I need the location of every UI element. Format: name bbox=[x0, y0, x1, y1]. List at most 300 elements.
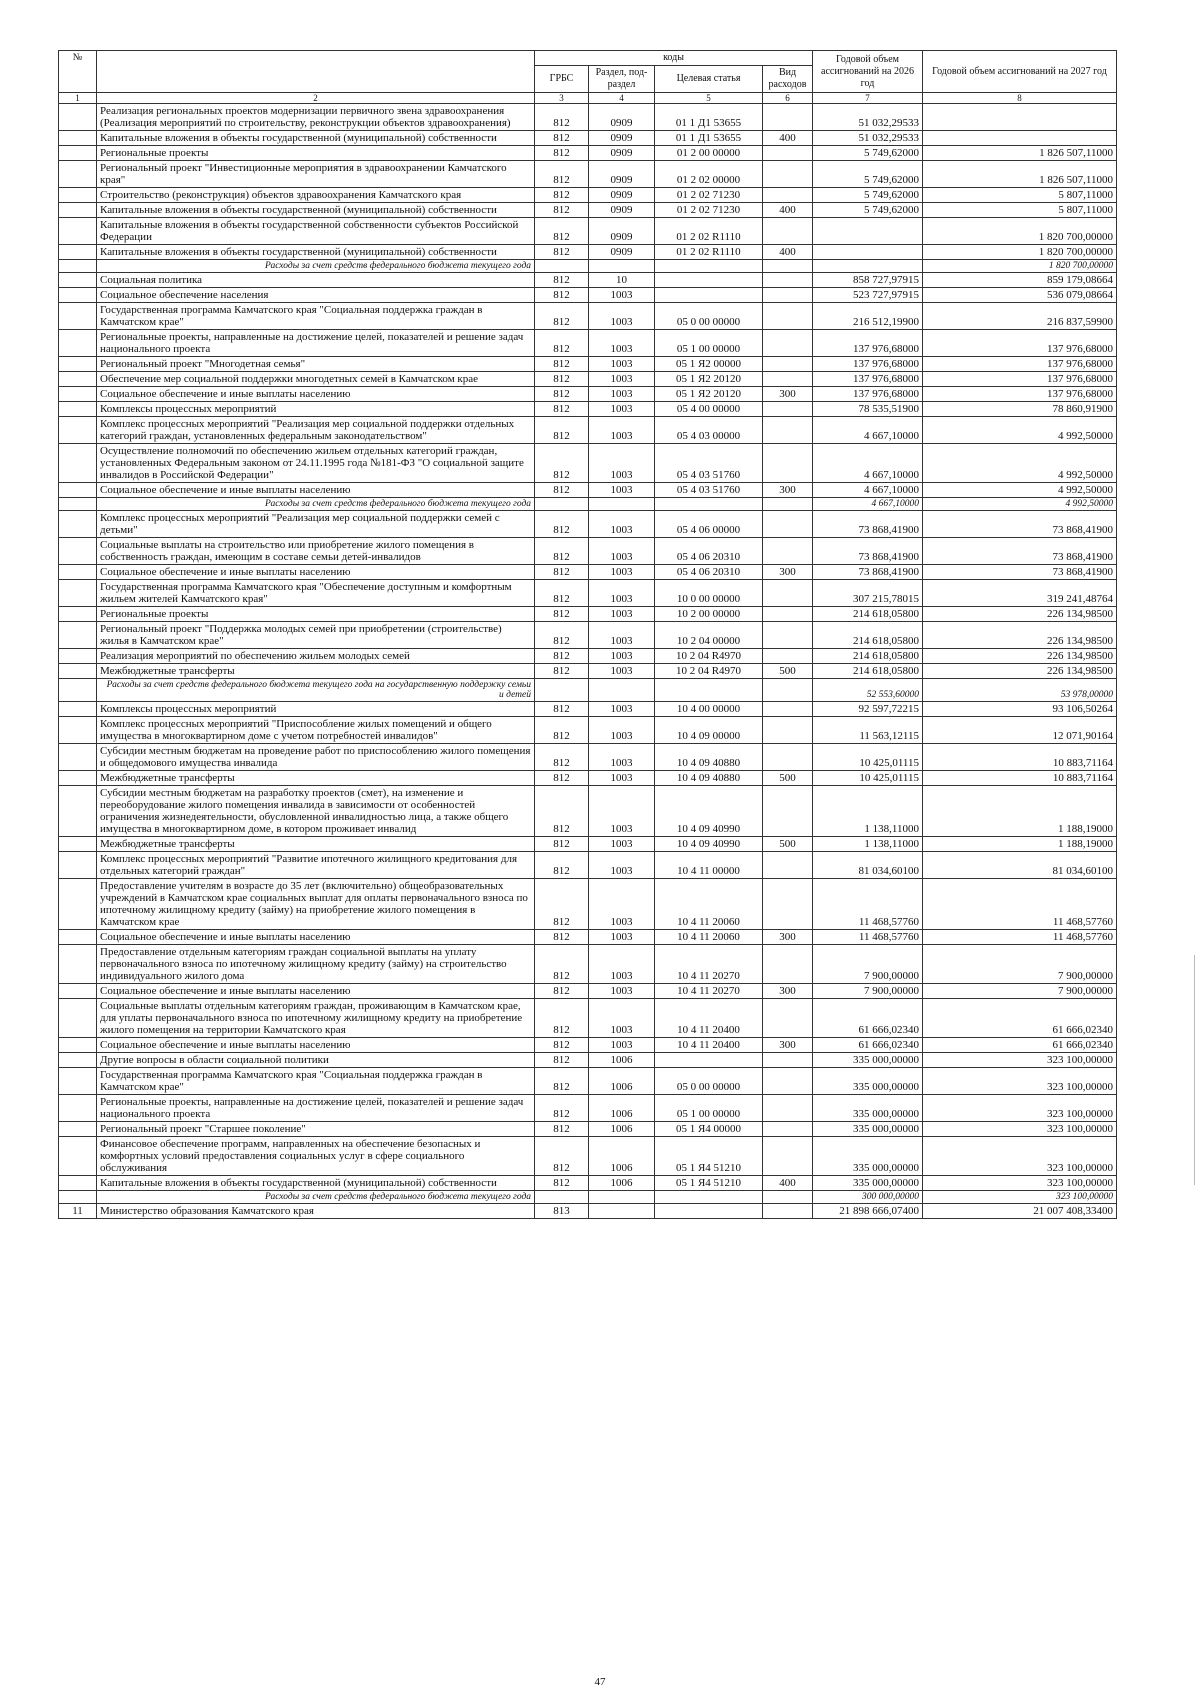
row-number bbox=[59, 104, 97, 131]
header-codes: коды bbox=[535, 51, 813, 66]
row-amount-2027: 93 106,50264 bbox=[923, 702, 1117, 717]
row-razdel: 1003 bbox=[589, 999, 655, 1038]
row-name: Межбюджетные трансферты bbox=[97, 837, 535, 852]
row-grbs: 812 bbox=[535, 417, 589, 444]
row-amount-2027: 323 100,00000 bbox=[923, 1068, 1117, 1095]
row-name: Предоставление отдельным категориям граждан социальной выплаты на уплату первоначального взноса по ипотечному жилищному кредиту (займу) на строительство индивидуального жилого дома bbox=[97, 945, 535, 984]
row-target-article: 01 2 02 R1110 bbox=[655, 218, 763, 245]
row-expense-type bbox=[763, 1053, 813, 1068]
row-name: Реализация мероприятий по обеспечению жильем молодых семей bbox=[97, 649, 535, 664]
row-number bbox=[59, 260, 97, 273]
row-amount-2026: 61 666,02340 bbox=[813, 1038, 923, 1053]
row-name: Капитальные вложения в объекты государственной (муниципальной) собственности bbox=[97, 1176, 535, 1191]
row-expense-type bbox=[763, 945, 813, 984]
row-expense-type bbox=[763, 511, 813, 538]
row-target-article: 05 0 00 00000 bbox=[655, 1068, 763, 1095]
row-amount-2026: 307 215,78015 bbox=[813, 580, 923, 607]
row-amount-2026: 335 000,00000 bbox=[813, 1095, 923, 1122]
row-name: Государственная программа Камчатского края "Социальная поддержка граждан в Камчатском крае" bbox=[97, 303, 535, 330]
row-expense-type bbox=[763, 879, 813, 930]
row-target-article: 05 4 03 51760 bbox=[655, 444, 763, 483]
table-row bbox=[59, 999, 1117, 1038]
row-expense-type bbox=[763, 607, 813, 622]
row-grbs: 812 bbox=[535, 330, 589, 357]
row-grbs: 812 bbox=[535, 1053, 589, 1068]
row-razdel: 1003 bbox=[589, 622, 655, 649]
table-row bbox=[59, 1053, 1117, 1068]
row-grbs: 812 bbox=[535, 852, 589, 879]
row-target-article: 01 2 02 71230 bbox=[655, 203, 763, 218]
row-amount-2026: 300 000,00000 bbox=[813, 1191, 923, 1204]
row-name: Региональный проект "Старшее поколение" bbox=[97, 1122, 535, 1137]
row-amount-2026: 137 976,68000 bbox=[813, 372, 923, 387]
row-name: Государственная программа Камчатского края "Обеспечение доступным и комфортным жильем жителей Камчатского края" bbox=[97, 580, 535, 607]
row-target-article: 01 2 00 00000 bbox=[655, 146, 763, 161]
row-grbs: 812 bbox=[535, 402, 589, 417]
row-razdel: 10 bbox=[589, 273, 655, 288]
row-name: Региональный проект "Инвестиционные мероприятия в здравоохранении Камчатского края" bbox=[97, 161, 535, 188]
row-target-article: 05 0 00 00000 bbox=[655, 303, 763, 330]
row-amount-2026: 11 468,57760 bbox=[813, 930, 923, 945]
row-target-article: 10 4 11 20400 bbox=[655, 1038, 763, 1053]
row-amount-2027: 5 807,11000 bbox=[923, 203, 1117, 218]
row-number bbox=[59, 245, 97, 260]
header-no: № bbox=[59, 51, 97, 93]
row-grbs: 812 bbox=[535, 664, 589, 679]
row-amount-2026: 78 535,51900 bbox=[813, 402, 923, 417]
row-target-article: 10 4 11 20270 bbox=[655, 945, 763, 984]
row-amount-2026: 10 425,01115 bbox=[813, 744, 923, 771]
table-row bbox=[59, 372, 1117, 387]
row-amount-2027: 226 134,98500 bbox=[923, 649, 1117, 664]
row-razdel: 1003 bbox=[589, 538, 655, 565]
row-expense-type bbox=[763, 357, 813, 372]
row-number bbox=[59, 930, 97, 945]
row-grbs bbox=[535, 498, 589, 511]
row-target-article: 10 4 11 20400 bbox=[655, 999, 763, 1038]
row-amount-2027: 859 179,08664 bbox=[923, 273, 1117, 288]
row-razdel: 1006 bbox=[589, 1068, 655, 1095]
row-amount-2027: 216 837,59900 bbox=[923, 303, 1117, 330]
row-target-article: 05 1 Я2 00000 bbox=[655, 357, 763, 372]
row-amount-2027: 10 883,71164 bbox=[923, 744, 1117, 771]
row-amount-2027: 81 034,60100 bbox=[923, 852, 1117, 879]
row-name: Комплексы процессных мероприятий bbox=[97, 702, 535, 717]
row-name: Межбюджетные трансферты bbox=[97, 771, 535, 786]
row-name: Субсидии местным бюджетам на проведение работ по приспособлению жилого помещения и общедомового имущества инвалида bbox=[97, 744, 535, 771]
row-name: Региональные проекты, направленные на достижение целей, показателей и решение задач национального проекта bbox=[97, 330, 535, 357]
row-amount-2026: 73 868,41900 bbox=[813, 511, 923, 538]
row-razdel: 1003 bbox=[589, 417, 655, 444]
row-target-article: 10 2 04 00000 bbox=[655, 622, 763, 649]
row-razdel: 0909 bbox=[589, 218, 655, 245]
row-name: Региональные проекты bbox=[97, 146, 535, 161]
row-amount-2026: 523 727,97915 bbox=[813, 288, 923, 303]
row-grbs: 812 bbox=[535, 188, 589, 203]
table-row bbox=[59, 104, 1117, 131]
row-grbs: 812 bbox=[535, 580, 589, 607]
row-amount-2026: 216 512,19900 bbox=[813, 303, 923, 330]
row-grbs: 812 bbox=[535, 702, 589, 717]
row-name: Государственная программа Камчатского края "Социальная поддержка граждан в Камчатском крае" bbox=[97, 1068, 535, 1095]
row-expense-type bbox=[763, 273, 813, 288]
table-row bbox=[59, 245, 1117, 260]
row-name: Социальное обеспечение и иные выплаты населению bbox=[97, 565, 535, 580]
row-amount-2027: 1 826 507,11000 bbox=[923, 161, 1117, 188]
row-amount-2027: 137 976,68000 bbox=[923, 330, 1117, 357]
row-name: Расходы за счет средств федерального бюджета текущего года на государственную поддержку семьи и детей bbox=[97, 679, 535, 702]
row-razdel: 1003 bbox=[589, 288, 655, 303]
row-amount-2027: 1 820 700,00000 bbox=[923, 245, 1117, 260]
row-target-article: 10 4 11 20270 bbox=[655, 984, 763, 999]
header-year-2026: Годовой объем ассигнований на 2026 год bbox=[813, 51, 923, 93]
row-expense-type bbox=[763, 1068, 813, 1095]
column-index: 1 bbox=[59, 93, 97, 104]
row-expense-type bbox=[763, 717, 813, 744]
header-razdel: Раздел, под-раздел bbox=[589, 66, 655, 93]
federal-budget-note-row bbox=[59, 260, 1117, 273]
row-amount-2027: 12 071,90164 bbox=[923, 717, 1117, 744]
row-target-article bbox=[655, 498, 763, 511]
table-row bbox=[59, 417, 1117, 444]
row-amount-2026: 7 900,00000 bbox=[813, 945, 923, 984]
row-expense-type: 400 bbox=[763, 131, 813, 146]
row-target-article: 05 1 00 00000 bbox=[655, 330, 763, 357]
row-grbs: 812 bbox=[535, 1068, 589, 1095]
row-number bbox=[59, 1038, 97, 1053]
row-amount-2026 bbox=[813, 218, 923, 245]
row-grbs: 812 bbox=[535, 538, 589, 565]
column-index: 5 bbox=[655, 93, 763, 104]
row-number bbox=[59, 357, 97, 372]
row-number bbox=[59, 273, 97, 288]
row-name: Расходы за счет средств федерального бюджета текущего года bbox=[97, 1191, 535, 1204]
row-amount-2026: 214 618,05800 bbox=[813, 664, 923, 679]
row-number bbox=[59, 879, 97, 930]
row-grbs: 812 bbox=[535, 357, 589, 372]
row-amount-2027: 7 900,00000 bbox=[923, 945, 1117, 984]
row-amount-2026: 214 618,05800 bbox=[813, 649, 923, 664]
row-number bbox=[59, 580, 97, 607]
row-expense-type bbox=[763, 161, 813, 188]
row-number bbox=[59, 402, 97, 417]
row-number bbox=[59, 786, 97, 837]
row-target-article: 10 4 11 20060 bbox=[655, 930, 763, 945]
row-grbs: 812 bbox=[535, 218, 589, 245]
header-year-2027: Годовой объем ассигнований на 2027 год bbox=[923, 51, 1117, 93]
table-row bbox=[59, 538, 1117, 565]
row-grbs bbox=[535, 679, 589, 702]
row-amount-2027: 226 134,98500 bbox=[923, 607, 1117, 622]
row-grbs: 812 bbox=[535, 161, 589, 188]
row-name: Региональный проект "Поддержка молодых семей при приобретении (строительстве) жилья в Камчатском крае" bbox=[97, 622, 535, 649]
row-grbs: 812 bbox=[535, 999, 589, 1038]
row-amount-2027: 137 976,68000 bbox=[923, 357, 1117, 372]
row-name: Социальное обеспечение и иные выплаты населению bbox=[97, 1038, 535, 1053]
row-amount-2027 bbox=[923, 131, 1117, 146]
row-number bbox=[59, 161, 97, 188]
row-razdel: 1003 bbox=[589, 483, 655, 498]
row-amount-2026: 4 667,10000 bbox=[813, 417, 923, 444]
row-razdel: 1006 bbox=[589, 1053, 655, 1068]
row-razdel: 1003 bbox=[589, 930, 655, 945]
row-target-article: 05 1 Я4 51210 bbox=[655, 1137, 763, 1176]
column-index: 4 bbox=[589, 93, 655, 104]
row-name: Расходы за счет средств федерального бюджета текущего года bbox=[97, 260, 535, 273]
table-row bbox=[59, 203, 1117, 218]
row-razdel: 0909 bbox=[589, 188, 655, 203]
row-name: Региональные проекты, направленные на достижение целей, показателей и решение задач национального проекта bbox=[97, 1095, 535, 1122]
row-name: Социальное обеспечение и иные выплаты населению bbox=[97, 483, 535, 498]
row-amount-2026: 4 667,10000 bbox=[813, 483, 923, 498]
row-amount-2026: 137 976,68000 bbox=[813, 357, 923, 372]
table-row bbox=[59, 387, 1117, 402]
row-expense-type bbox=[763, 649, 813, 664]
row-razdel bbox=[589, 679, 655, 702]
row-target-article bbox=[655, 288, 763, 303]
row-grbs: 812 bbox=[535, 1038, 589, 1053]
row-number bbox=[59, 1122, 97, 1137]
row-grbs: 812 bbox=[535, 649, 589, 664]
row-grbs: 812 bbox=[535, 837, 589, 852]
row-grbs: 812 bbox=[535, 879, 589, 930]
column-index: 7 bbox=[813, 93, 923, 104]
row-grbs: 812 bbox=[535, 273, 589, 288]
row-expense-type bbox=[763, 288, 813, 303]
row-target-article: 05 4 03 00000 bbox=[655, 417, 763, 444]
row-number bbox=[59, 852, 97, 879]
table-row bbox=[59, 702, 1117, 717]
row-razdel: 1003 bbox=[589, 984, 655, 999]
row-amount-2026: 1 138,11000 bbox=[813, 837, 923, 852]
row-number bbox=[59, 744, 97, 771]
row-amount-2026: 137 976,68000 bbox=[813, 387, 923, 402]
row-amount-2026: 5 749,62000 bbox=[813, 188, 923, 203]
row-grbs: 812 bbox=[535, 387, 589, 402]
row-amount-2027: 1 188,19000 bbox=[923, 837, 1117, 852]
row-grbs: 812 bbox=[535, 146, 589, 161]
row-amount-2027: 137 976,68000 bbox=[923, 372, 1117, 387]
row-amount-2027: 11 468,57760 bbox=[923, 879, 1117, 930]
column-index: 3 bbox=[535, 93, 589, 104]
row-number bbox=[59, 188, 97, 203]
row-number bbox=[59, 1137, 97, 1176]
row-grbs: 812 bbox=[535, 245, 589, 260]
row-amount-2027: 226 134,98500 bbox=[923, 622, 1117, 649]
row-grbs: 812 bbox=[535, 717, 589, 744]
table-row bbox=[59, 717, 1117, 744]
row-amount-2027: 319 241,48764 bbox=[923, 580, 1117, 607]
row-grbs: 812 bbox=[535, 1095, 589, 1122]
row-target-article: 05 1 Я2 20120 bbox=[655, 372, 763, 387]
row-target-article: 05 4 06 00000 bbox=[655, 511, 763, 538]
row-target-article: 10 4 09 40880 bbox=[655, 744, 763, 771]
table-row bbox=[59, 879, 1117, 930]
row-razdel: 0909 bbox=[589, 203, 655, 218]
row-expense-type bbox=[763, 188, 813, 203]
row-razdel: 1003 bbox=[589, 402, 655, 417]
row-razdel: 1006 bbox=[589, 1122, 655, 1137]
row-expense-type bbox=[763, 260, 813, 273]
row-razdel: 1003 bbox=[589, 786, 655, 837]
table-row bbox=[59, 273, 1117, 288]
table-row bbox=[59, 330, 1117, 357]
row-expense-type bbox=[763, 1095, 813, 1122]
table-row bbox=[59, 511, 1117, 538]
row-expense-type bbox=[763, 498, 813, 511]
row-target-article: 01 1 Д1 53655 bbox=[655, 104, 763, 131]
row-amount-2027: 11 468,57760 bbox=[923, 930, 1117, 945]
row-number bbox=[59, 649, 97, 664]
table-header bbox=[59, 51, 1117, 104]
row-amount-2026: 52 553,60000 bbox=[813, 679, 923, 702]
table-row bbox=[59, 607, 1117, 622]
scan-margin-line bbox=[1194, 955, 1195, 1185]
row-expense-type bbox=[763, 852, 813, 879]
row-amount-2027: 226 134,98500 bbox=[923, 664, 1117, 679]
row-name: Социальное обеспечение и иные выплаты населению bbox=[97, 984, 535, 999]
row-razdel: 1003 bbox=[589, 852, 655, 879]
table-row bbox=[59, 218, 1117, 245]
table-row bbox=[59, 930, 1117, 945]
row-expense-type bbox=[763, 402, 813, 417]
row-razdel: 0909 bbox=[589, 104, 655, 131]
table-row bbox=[59, 1176, 1117, 1191]
row-number bbox=[59, 984, 97, 999]
row-grbs: 812 bbox=[535, 288, 589, 303]
row-expense-type: 300 bbox=[763, 1038, 813, 1053]
row-name: Капитальные вложения в объекты государственной (муниципальной) собственности bbox=[97, 203, 535, 218]
row-amount-2027: 73 868,41900 bbox=[923, 565, 1117, 580]
row-number bbox=[59, 679, 97, 702]
page-number: 47 bbox=[594, 1676, 606, 1688]
row-grbs: 812 bbox=[535, 131, 589, 146]
row-target-article: 01 2 02 00000 bbox=[655, 161, 763, 188]
row-amount-2026: 5 749,62000 bbox=[813, 203, 923, 218]
row-razdel bbox=[589, 498, 655, 511]
row-razdel bbox=[589, 1204, 655, 1219]
row-amount-2027: 1 820 700,00000 bbox=[923, 260, 1117, 273]
row-target-article bbox=[655, 1204, 763, 1219]
row-name: Комплекс процессных мероприятий "Реализация мер социальной поддержки отдельных категорий граждан, установленных федеральным законодательством" bbox=[97, 417, 535, 444]
row-target-article: 10 4 09 00000 bbox=[655, 717, 763, 744]
row-amount-2026: 73 868,41900 bbox=[813, 565, 923, 580]
row-amount-2026: 61 666,02340 bbox=[813, 999, 923, 1038]
row-number bbox=[59, 538, 97, 565]
table-row bbox=[59, 622, 1117, 649]
row-name: Социальные выплаты отдельным категориям граждан, проживающим в Камчатском крае, для уплаты первоначального взноса по ипотечному жилищному кредиту на приобретение жилого помещения на территории Камчатского края bbox=[97, 999, 535, 1038]
row-number bbox=[59, 607, 97, 622]
row-number: 11 bbox=[59, 1204, 97, 1219]
column-index-row bbox=[59, 93, 1117, 104]
row-amount-2026: 335 000,00000 bbox=[813, 1068, 923, 1095]
row-amount-2026: 335 000,00000 bbox=[813, 1122, 923, 1137]
row-expense-type bbox=[763, 622, 813, 649]
row-name: Капитальные вложения в объекты государственной (муниципальной) собственности bbox=[97, 131, 535, 146]
table-row bbox=[59, 984, 1117, 999]
row-number bbox=[59, 1053, 97, 1068]
row-number bbox=[59, 372, 97, 387]
row-target-article: 05 1 00 00000 bbox=[655, 1095, 763, 1122]
row-razdel: 1003 bbox=[589, 444, 655, 483]
table-row bbox=[59, 1068, 1117, 1095]
budget-table bbox=[58, 50, 1117, 1219]
row-target-article bbox=[655, 273, 763, 288]
row-target-article: 05 4 03 51760 bbox=[655, 483, 763, 498]
row-target-article: 01 2 02 R1110 bbox=[655, 245, 763, 260]
table-row bbox=[59, 1038, 1117, 1053]
row-grbs: 812 bbox=[535, 786, 589, 837]
row-razdel: 1003 bbox=[589, 717, 655, 744]
row-name: Финансовое обеспечение программ, направленных на обеспечение безопасных и комфортных условий предоставления социальных услуг в сфере социального обслуживания bbox=[97, 1137, 535, 1176]
row-razdel: 1003 bbox=[589, 357, 655, 372]
row-amount-2026: 214 618,05800 bbox=[813, 607, 923, 622]
row-name: Обеспечение мер социальной поддержки многодетных семей в Камчатском крае bbox=[97, 372, 535, 387]
table-row bbox=[59, 1204, 1117, 1219]
row-expense-type bbox=[763, 702, 813, 717]
row-expense-type: 300 bbox=[763, 387, 813, 402]
row-target-article: 10 2 00 00000 bbox=[655, 607, 763, 622]
row-amount-2026: 335 000,00000 bbox=[813, 1176, 923, 1191]
column-index: 2 bbox=[97, 93, 535, 104]
row-number bbox=[59, 717, 97, 744]
row-number bbox=[59, 837, 97, 852]
row-razdel bbox=[589, 1191, 655, 1204]
row-grbs bbox=[535, 1191, 589, 1204]
row-amount-2027: 73 868,41900 bbox=[923, 538, 1117, 565]
row-razdel: 1003 bbox=[589, 649, 655, 664]
row-amount-2026: 5 749,62000 bbox=[813, 161, 923, 188]
row-grbs: 812 bbox=[535, 771, 589, 786]
row-target-article: 10 4 00 00000 bbox=[655, 702, 763, 717]
column-index: 8 bbox=[923, 93, 1117, 104]
row-number bbox=[59, 131, 97, 146]
row-amount-2027: 323 100,00000 bbox=[923, 1191, 1117, 1204]
row-grbs: 812 bbox=[535, 607, 589, 622]
row-grbs: 812 bbox=[535, 104, 589, 131]
row-expense-type bbox=[763, 999, 813, 1038]
row-expense-type: 300 bbox=[763, 984, 813, 999]
table-row bbox=[59, 664, 1117, 679]
row-number bbox=[59, 444, 97, 483]
row-razdel: 1003 bbox=[589, 1038, 655, 1053]
row-target-article: 10 4 09 40990 bbox=[655, 837, 763, 852]
row-expense-type: 300 bbox=[763, 930, 813, 945]
table-row bbox=[59, 852, 1117, 879]
row-name: Министерство образования Камчатского края bbox=[97, 1204, 535, 1219]
row-razdel: 1006 bbox=[589, 1095, 655, 1122]
row-amount-2027: 1 188,19000 bbox=[923, 786, 1117, 837]
table-row bbox=[59, 402, 1117, 417]
row-name: Предоставление учителям в возрасте до 35 лет (включительно) общеобразовательных учреждений в Камчатском крае социальных выплат для оплаты первоначального взноса по ипотечному жилищному кредиту (займу) на приобретение жилого помещения в Камчатском крае bbox=[97, 879, 535, 930]
row-expense-type bbox=[763, 786, 813, 837]
table-row bbox=[59, 288, 1117, 303]
row-grbs: 812 bbox=[535, 930, 589, 945]
row-amount-2027: 137 976,68000 bbox=[923, 387, 1117, 402]
row-target-article: 10 4 09 40880 bbox=[655, 771, 763, 786]
row-amount-2027: 7 900,00000 bbox=[923, 984, 1117, 999]
row-number bbox=[59, 498, 97, 511]
row-razdel: 1003 bbox=[589, 580, 655, 607]
row-expense-type bbox=[763, 303, 813, 330]
row-grbs: 812 bbox=[535, 945, 589, 984]
row-target-article: 10 2 04 R4970 bbox=[655, 664, 763, 679]
table-row bbox=[59, 188, 1117, 203]
row-amount-2027: 61 666,02340 bbox=[923, 999, 1117, 1038]
row-target-article: 01 1 Д1 53655 bbox=[655, 131, 763, 146]
row-grbs bbox=[535, 260, 589, 273]
row-name: Социальное обеспечение и иные выплаты населению bbox=[97, 930, 535, 945]
